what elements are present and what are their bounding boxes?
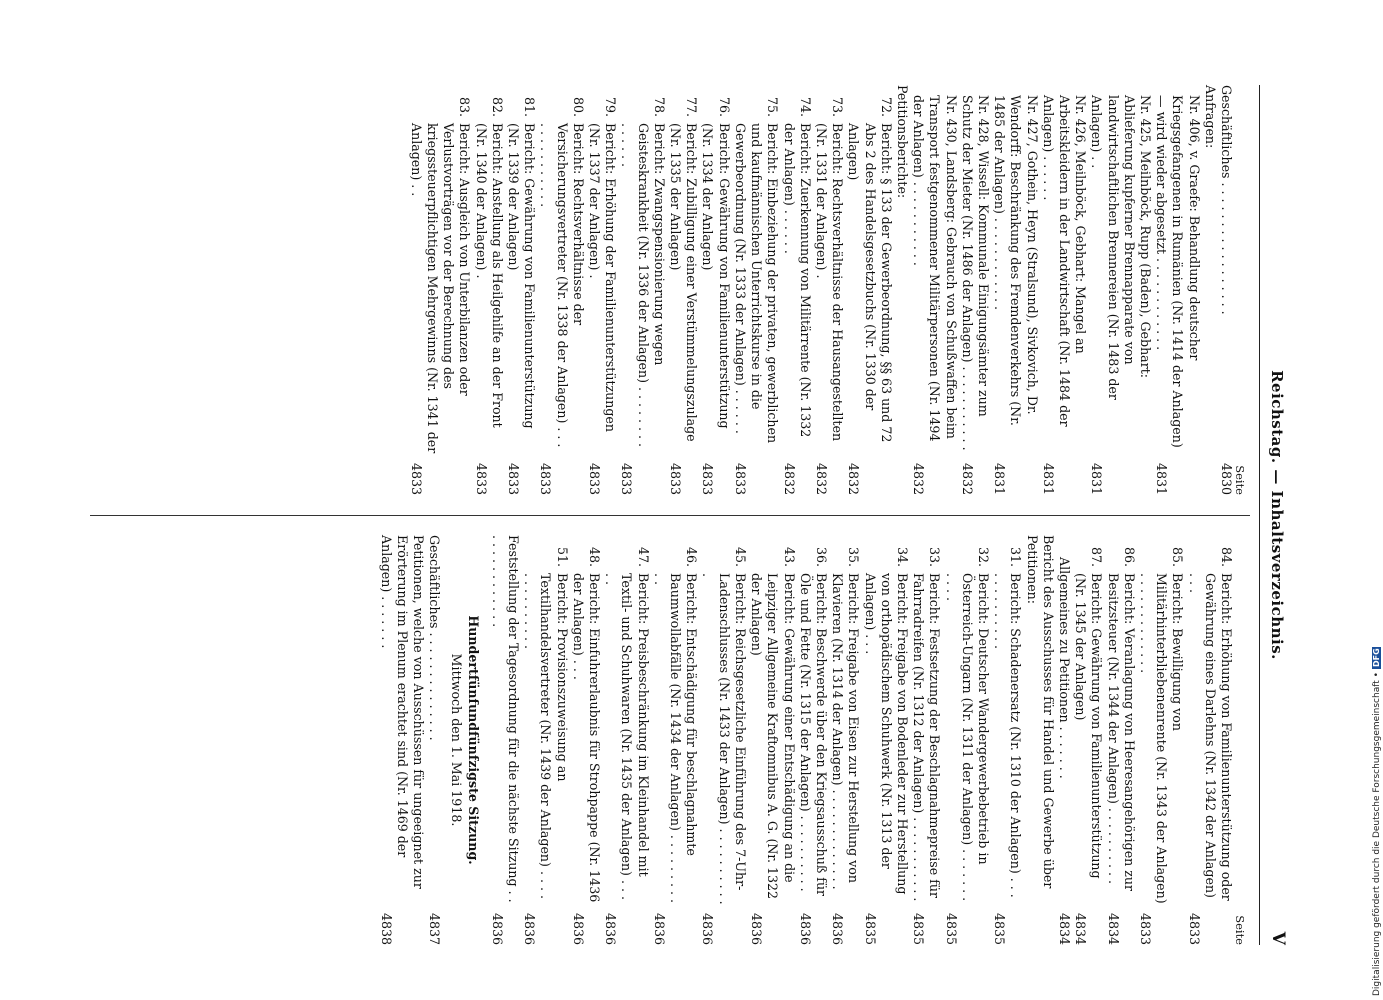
dfg-logo: DFG: [1372, 648, 1381, 668]
toc-entry: [1072, 535, 1104, 945]
entry-text: Feststellung der Tagesordnung für die nächste Sitzung . . . . . . . . . . . . . .: [489, 535, 522, 903]
toc-entry: [829, 535, 861, 945]
page-number: V: [1268, 931, 1288, 945]
entry-page: 4833: [1137, 912, 1153, 945]
entry-page: 4832: [846, 462, 862, 495]
toc-entry: [1056, 535, 1072, 945]
entry-text: Bericht: Zuerkennung von Militärrente (Nr. 1332 der Anlagen) . . . . . .: [781, 123, 813, 438]
sitting-heading: Hundertfünfundfünfzigste Sitzung.: [465, 615, 481, 865]
entry-text: Bericht: Erhöhung der Familienunterstützungen (Nr. 1337 der Anlagen) .: [587, 123, 619, 432]
toc-entry: [861, 535, 910, 945]
entry-text: Bericht: Freigabe von Bodenleder zur Herstellung von orthopädischem Schuhwerk (Nr. 1313 der Anlagen) . . .: [862, 573, 910, 895]
entry-page: 4836: [522, 912, 538, 945]
entry-text: Geschäftliches . . . . . . . . . . . . . . . . .: [1219, 85, 1234, 315]
entry-number: 35.: [846, 546, 862, 567]
seite-label: Seite: [1233, 465, 1247, 495]
entry-page: 4836: [570, 912, 586, 945]
entry-page: 4833: [668, 462, 684, 495]
entry-number: 76.: [716, 96, 732, 117]
entry-text: Bericht: Gewährung von Familienunterstützung (Nr. 1345 der Anlagen): [1073, 573, 1105, 879]
entry-number: 74.: [797, 96, 813, 117]
toc-entry: [1137, 535, 1186, 945]
entry-text: Bericht: Einfuhrerlaubnis für Strohpappe (Nr. 1436 der Anlagen) . . .: [570, 573, 603, 903]
toc-entry: [651, 535, 700, 945]
entry-number: 72.: [878, 96, 894, 117]
entry-text: Bericht: Freigabe von Eisen zur Herstellung von Klavieren (Nr. 1314 der Anlagen) . . . . . . . . . . . . .: [830, 573, 862, 890]
toc-entry: [699, 85, 731, 495]
entry-page: 4831: [992, 462, 1008, 495]
entry-text: Bericht: Zubilligung einer Verstümmelungszulage (Nr. 1335 der Anlagen): [668, 123, 700, 442]
toc-entry: [959, 85, 991, 495]
entry-text: Bericht: Provisionszuweisung an Textilhandelsvertreter (Nr. 1439 der Anlagen) . . . . . . . . . . . . . .: [522, 573, 570, 899]
toc-entry: [1104, 535, 1136, 945]
entry-text: Bericht: Schadenersatz (Nr. 1310 der Anlagen) . . . . . . . . . . . . .: [992, 573, 1024, 898]
sitting-date: Mittwoch den 1. Mai 1918.: [449, 653, 465, 827]
entry-page: 4834: [1073, 912, 1089, 945]
entry-page: 4831: [1154, 462, 1170, 495]
entry-number: 78.: [651, 96, 667, 117]
toc-entry: [910, 535, 942, 945]
entry-number: 84.: [1219, 546, 1234, 567]
entry-text: Nr. 428, Wissell: Kommunale Einigungsämter zum Schutz der Mieter (Nr. 1486 der Anlagen) . . . . . . . . . . .: [959, 95, 991, 451]
entry-number: 77.: [684, 96, 700, 117]
left-column: [408, 85, 1248, 495]
entry-number: 46.: [684, 546, 700, 567]
entry-text: Bericht: Beschwerde über den Kriegsausschuß für Öle und Fette (Nr. 1315 der Anlagen) . . . . . . . . . .: [797, 573, 829, 897]
entry-page: 4835: [943, 912, 959, 945]
toc-entry: [489, 535, 521, 945]
entry-number: 87.: [1089, 546, 1105, 567]
entry-page: 4836: [603, 912, 619, 945]
entry-number: 83.: [457, 96, 473, 117]
running-head: [1260, 85, 1290, 945]
entry-text: Geschäftliches . . . . . . . . . . . . . .: [427, 535, 443, 741]
entry-text: Petitionen, welche von Ausschüssen für ungeeignet zur Erörterung im Plenum erachtet sind (Nr. 1469 der Anlagen) . . . . . . .: [378, 535, 427, 889]
entry-number: 75.: [765, 96, 781, 117]
toc-entry: [894, 85, 910, 495]
toc-entry: [1040, 85, 1089, 495]
toc-entry: [1202, 85, 1218, 495]
entry-number: 36.: [813, 546, 829, 567]
toc-entry: [910, 85, 959, 495]
entry-number: 79.: [603, 96, 619, 117]
toc-entry: [408, 85, 473, 495]
entry-page: 4833: [408, 462, 424, 495]
entry-text: Bericht des Ausschusses für Handel und Gewerbe über Petitionen:: [1024, 535, 1056, 889]
entry-text: Nr. 406, v. Graefe: Behandlung deutscher Kriegsgefangenen in Rumänien (Nr. 1414 der Anlagen) — wird wieder abgesetzt . . . . . . . . . . . .: [1154, 95, 1202, 448]
entry-number: 43.: [781, 546, 797, 567]
entry-text: Nr. 426, Meilnböck, Gebhart: Mangel an Arbeitskleidern in der Landwirtschaft (Nr. 1484 der Anlagen) . . . . . .: [1040, 95, 1089, 427]
entry-text: Bericht: Gewährung einer Entschädigung an die Leipziger Allgemeine Kraftomnibus A. G. (Nr. 1322 der Anlagen): [749, 573, 797, 900]
toc-entry: [797, 535, 829, 945]
entry-page: 4832: [813, 462, 829, 495]
toc-entry: [732, 85, 781, 495]
entry-text: Anfragen:: [1202, 85, 1218, 149]
entry-text: Nr. 430, Landsberg: Gebrauch von Schußwaffen beim Transport festgenommener Militärpersonen (Nr. 1494 der Anlagen) . . . . . . . . . . .: [911, 95, 959, 442]
entry-page: 4834: [1105, 912, 1121, 945]
digitization-note: [1372, 6, 1382, 996]
entry-text: Bericht: Gewährung von Familienunterstützung (Nr. 1339 der Anlagen): [506, 123, 538, 429]
right-column: [377, 535, 1248, 945]
entry-page: 4836: [797, 912, 813, 945]
toc-entry: [618, 85, 667, 495]
entry-page: 4834: [1056, 912, 1072, 945]
entry-page: 4835: [862, 912, 878, 945]
entry-text: Bericht: Anstellung als Heilgehilfe an der Front (Nr. 1340 der Anlagen) .: [473, 123, 505, 428]
entry-text: Bericht: Zwangspensionierung wegen Geisteskrankheit (Nr. 1336 der Anlagen) . . . . . . . . . . . . . .: [619, 123, 667, 448]
entry-page: 4836: [749, 912, 765, 945]
entry-number: 73.: [830, 96, 846, 117]
entry-text: Bericht: Reichsgesetzliche Einführung des 7-Uhr-Ladenschlusses (Nr. 1433 der Anlagen) . . . . . . . . . . .: [700, 573, 748, 905]
entry-text: Bericht: Veranlagung von Heeresangehörigen zur Besitzsteuer (Nr. 1344 der Anlagen) . . . . . . . . . .: [1105, 573, 1137, 892]
toc-entry: [991, 85, 1040, 495]
toc-entry: [377, 535, 426, 945]
toc-entry: [570, 535, 602, 945]
toc-entry: [813, 85, 845, 495]
toc-entry: [991, 535, 1023, 945]
entry-page: 4830: [1219, 462, 1234, 495]
entry-number: 80.: [570, 96, 586, 117]
entry-number: 45.: [732, 546, 748, 567]
toc-entry: [521, 535, 570, 945]
entry-page: 4833: [538, 462, 554, 495]
entry-number: 33.: [927, 546, 943, 567]
entry-page: 4835: [992, 912, 1008, 945]
entry-number: 81.: [522, 96, 538, 117]
entry-page: 4836: [830, 912, 846, 945]
toc-entry: [472, 85, 504, 495]
entry-text: Bericht: Ausgleich von Unterbilanzen oder Verlustvorträgen vor der Berechnung des kriegssteuerpflichtigen Mehrgewinns (Nr. 1341 der Anlagen) . .: [408, 123, 473, 454]
entry-text: Bericht: Entschädigung für beschlagnahmte Baumwollabfälle (Nr. 1434 der Anlagen) . . . . . . . . . . .: [651, 573, 700, 903]
entry-text: Bericht: Festsetzung der Beschlagnahmepreise für Fahrradreifen (Nr. 1312 der Anlagen) . . . . . . . . . . .: [911, 573, 943, 902]
entry-number: 82.: [489, 96, 505, 117]
entry-number: 51.: [554, 546, 570, 567]
entry-text: Bericht: Bewilligung von Militärhinterbliebenenrente (Nr. 1343 der Anlagen) . . . . . . . . . . . . .: [1137, 573, 1186, 904]
entry-number: 47.: [635, 546, 651, 567]
entry-text: Bericht: § 133 der Gewerbeordnung, §§ 63 und 72 Abs 2 des Handelsgesetzbuchs (Nr. 1330 der Anlagen): [846, 123, 894, 443]
entry-text: Bericht: Einbeziehung der privaten, gewerblichen und kaufmännischen Unterrichtskurse in die Gewerbeordnung (Nr. 1333 der Anlagen) . . . . . .: [732, 123, 781, 444]
toc-entry: [505, 85, 537, 495]
toc-entry: [1185, 535, 1234, 945]
entry-number: 85.: [1170, 546, 1186, 567]
entry-page: 4833: [619, 462, 635, 495]
page-title: Reichstag. — Inhaltsverzeichnis.: [1268, 370, 1286, 660]
toc-entry: [537, 85, 586, 495]
entry-text: Bericht: Gewährung von Familienunterstützung (Nr. 1334 der Anlagen): [700, 123, 732, 429]
toc-entry: [426, 535, 442, 945]
toc-entry: [845, 85, 894, 495]
entry-page: 4836: [651, 912, 667, 945]
toc-entry: [1088, 85, 1153, 495]
entry-text: Bericht: Rechtsverhältnisse der Versicherungsvertreter (Nr. 1338 der Anlagen) . . . . . . . . . . . . . .: [538, 123, 586, 448]
toc-entry: [942, 535, 991, 945]
entry-text: Bericht: Preisbeschränkung im Kleinhandel mit Textil- und Schuhwaren (Nr. 1435 der Anlagen) . . . . .: [603, 573, 651, 900]
entry-number: 32.: [975, 546, 991, 567]
entry-page: 4837: [427, 912, 443, 945]
entry-page: 4831: [1040, 462, 1056, 495]
rotated-page: [80, 85, 1290, 945]
entry-page: 4833: [700, 462, 716, 495]
entry-text: Bericht: Rechtsverhältnisse der Hausangestellten (Nr. 1331 der Anlagen) .: [813, 123, 846, 442]
toc-entry: [780, 85, 812, 495]
entry-page: 4833: [473, 462, 489, 495]
toc-entry: [602, 535, 651, 945]
toc-entry: [1023, 535, 1055, 945]
digitization-note-text: Digitalisierung gefördert durch die Deutsche Forschungsgemeinschaft •: [1372, 672, 1382, 996]
entry-text: Nr. 425, Meilnböck, Rupp (Baden), Gebhart: Ablieferung kupferner Brennapparate von landwirtschaftlichen Brennereien (Nr. 1483 der Anlagen) . .: [1089, 95, 1153, 400]
entry-page: 4831: [1089, 462, 1105, 495]
entry-page: 4832: [781, 462, 797, 495]
entry-number: 48.: [587, 546, 603, 567]
entry-number: 31.: [1008, 546, 1024, 567]
seite-label: Seite: [1233, 915, 1247, 945]
entry-page: 4835: [911, 912, 927, 945]
entry-text: Bericht: Erhöhung von Familienunterstützung oder Gewährung eines Darlehns (Nr. 1342 der Anlagen) . . .: [1186, 573, 1234, 901]
entry-number: 34.: [894, 546, 910, 567]
toc-entry: [667, 85, 699, 495]
entry-page: 4836: [489, 912, 505, 945]
entry-text: Allgemeines zu Petitionen . . . . . . .: [1056, 557, 1072, 779]
toc-entry: [748, 535, 797, 945]
entry-text: Nr. 427, Gothein, Heyn (Stralsund), Sivkovich, Dr. Wendorff: Beschränkung des Fremdenverkehrs (Nr. 1485 der Anlagen) . . . . . . . . . . . .: [992, 95, 1040, 426]
entry-page: 4833: [506, 462, 522, 495]
entry-page: 4833: [732, 462, 748, 495]
entry-page: 4832: [911, 462, 927, 495]
toc-entry: [699, 535, 748, 945]
toc-entry: [1153, 85, 1202, 495]
toc-entry: [586, 85, 618, 495]
entry-page: 4838: [378, 912, 394, 945]
column-separator: [90, 515, 1250, 516]
entry-text: Bericht: Deutscher Wandergewerbebetrieb in Österreich-Ungarn (Nr. 1311 der Anlagen) . . . . . . . . . . .: [943, 573, 991, 902]
entry-page: 4832: [959, 462, 975, 495]
entry-page: 4836: [700, 912, 716, 945]
entry-page: 4833: [587, 462, 603, 495]
entry-number: 86.: [1121, 546, 1137, 567]
entry-page: 4833: [1186, 912, 1202, 945]
entry-text: Petitionsberichte:: [894, 85, 910, 199]
header-rule: [1259, 85, 1260, 945]
toc-entry: [1218, 85, 1234, 495]
